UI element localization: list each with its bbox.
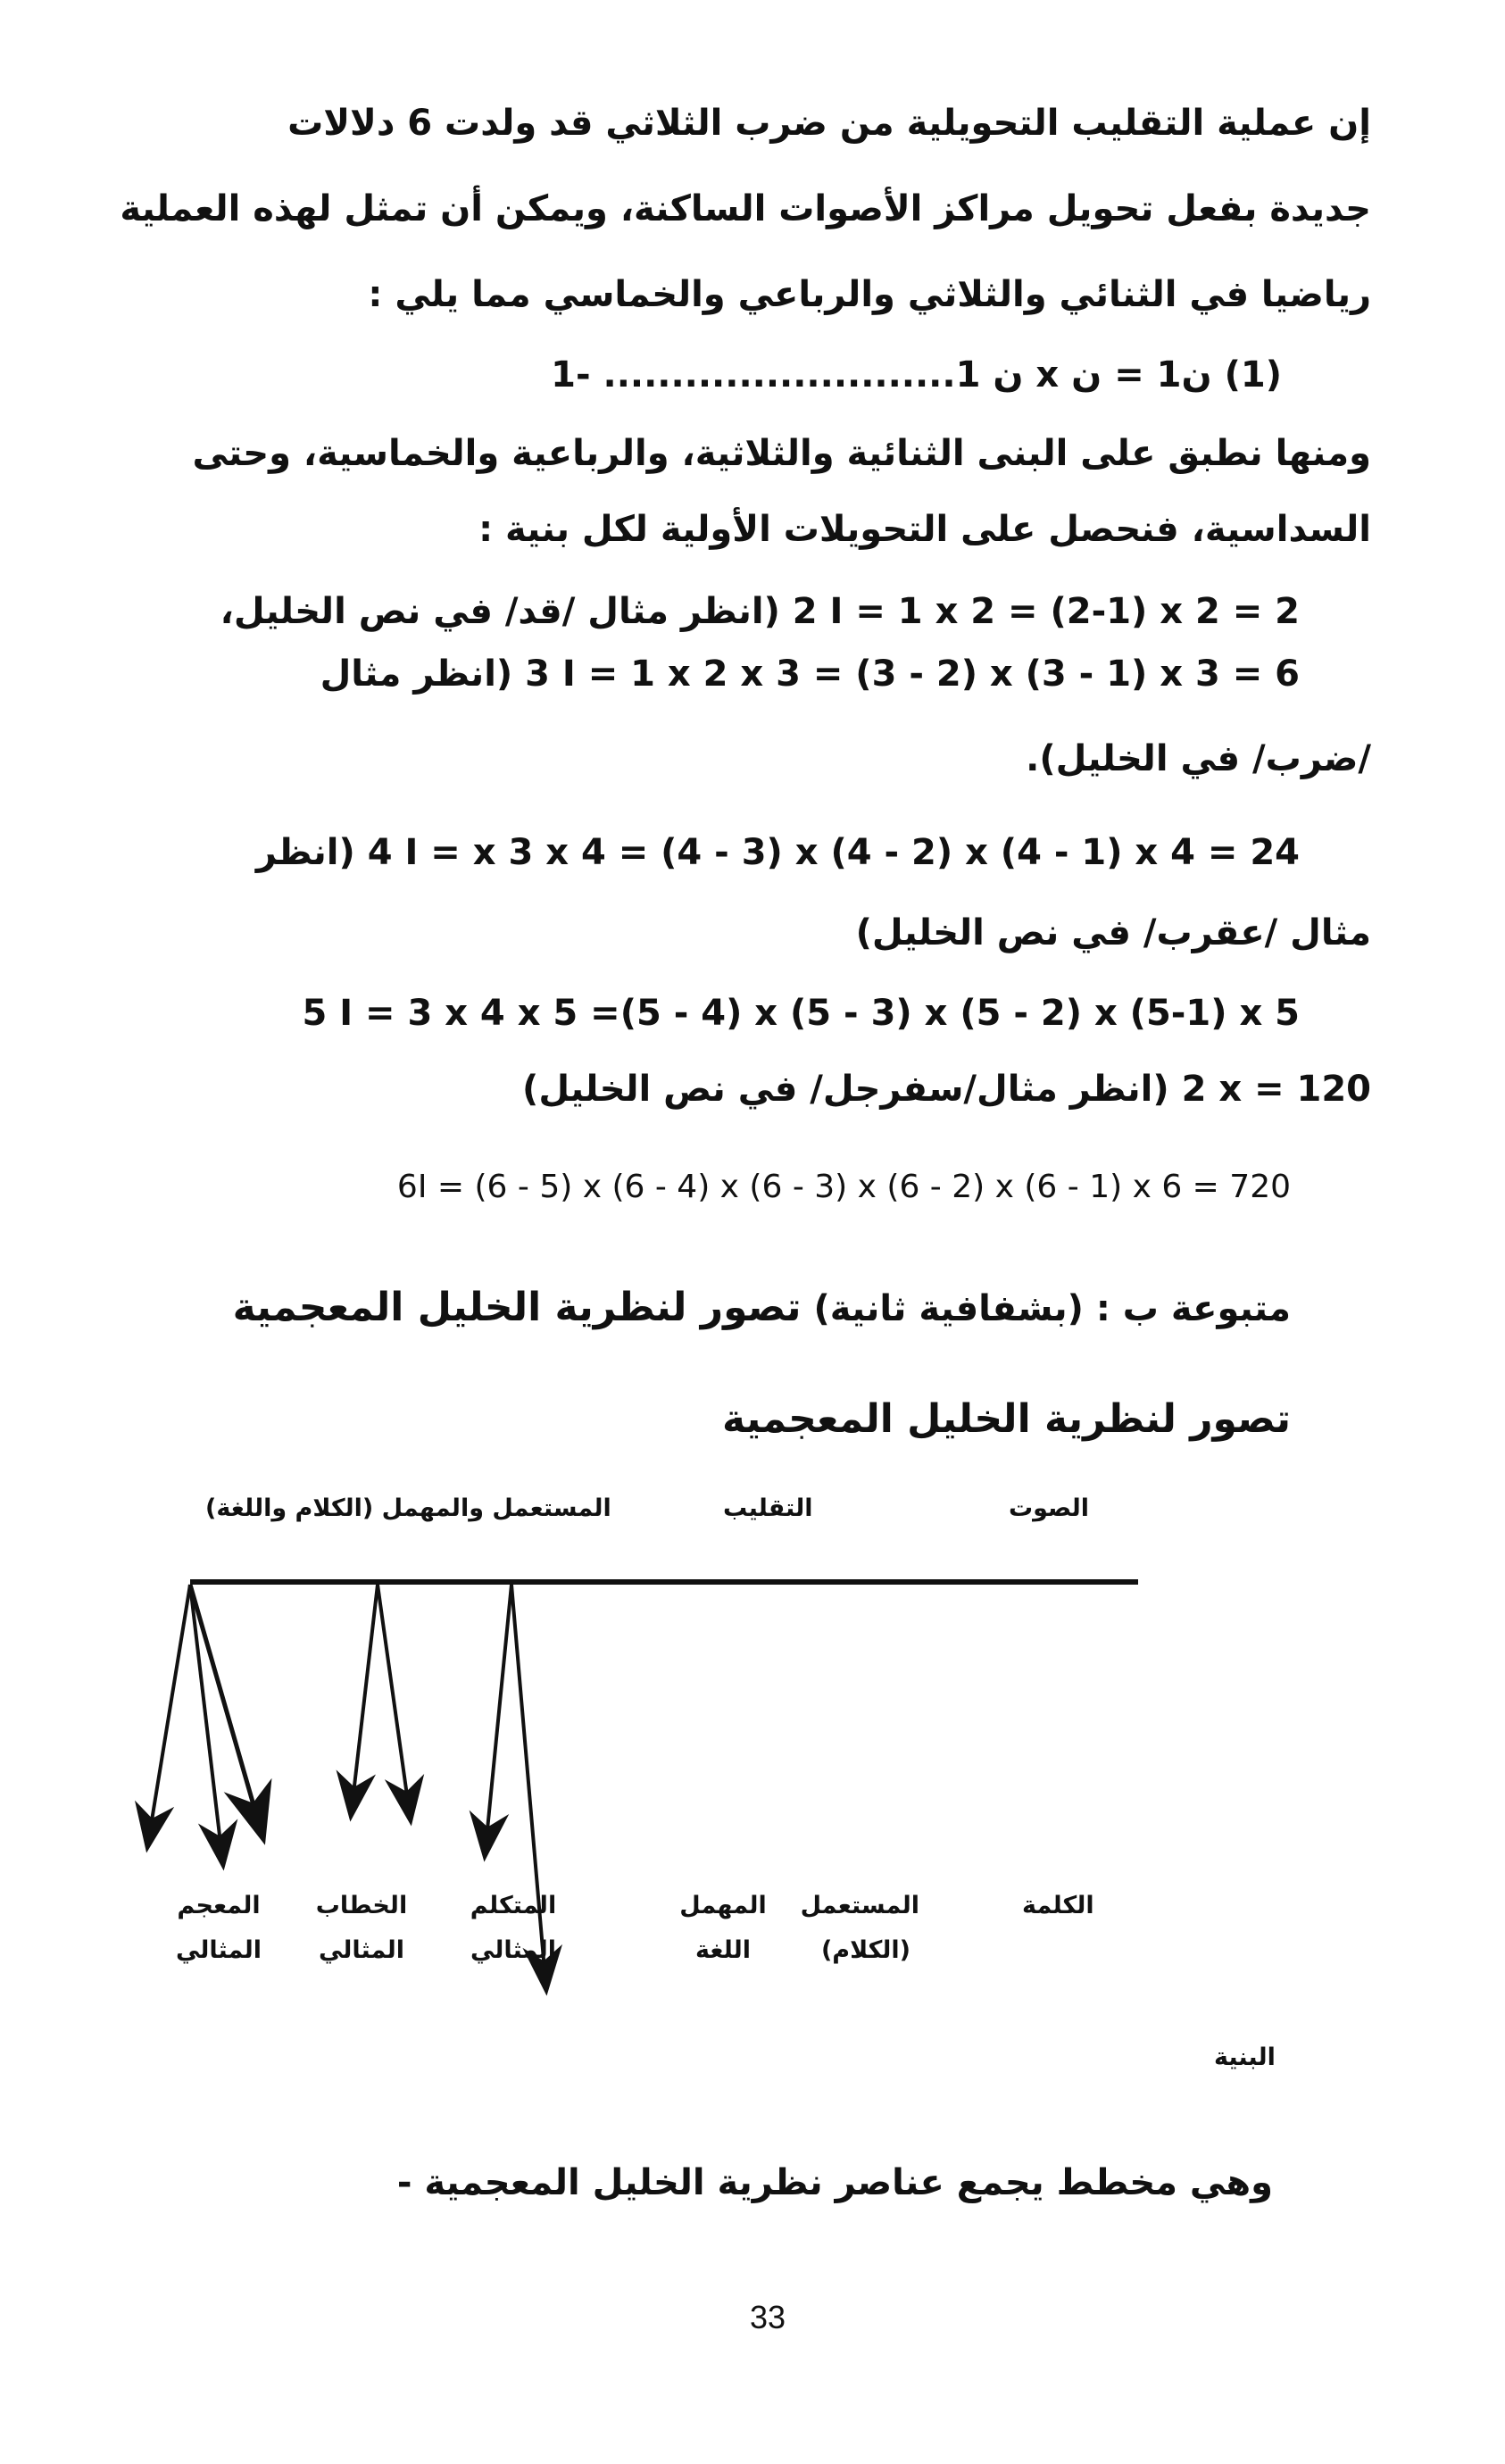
equation-5-note: (انظر مثال/سفرجل/ في نص الخليل) [522, 1069, 1169, 1110]
node-ideal-speaker [464, 1884, 562, 1973]
paragraph-1-line-1: إن عملية التقليب التحويلية من ضرب الثلاثي قد ولدت 6 دلالات [287, 103, 1371, 144]
equation-4-note: (انظر [255, 832, 355, 873]
node-used-line-1: المستعمل [800, 1892, 919, 1919]
equation-2-note: (انظر مثال /قد/ في نص الخليل، [220, 591, 780, 632]
page-number: 33 [750, 2299, 786, 2335]
node-ideal-speaker-line-2: المثالي [470, 1936, 557, 1964]
equation-3-math: 3 I = 1 x 2 x 3 = (3 - 2) x (3 - 1) x 3 = 6 [525, 653, 1300, 695]
node-ideal-lexicon-line-1: المعجم [177, 1892, 261, 1919]
node-ideal-lexicon-line-2: المثالي [175, 1936, 262, 1964]
node-used [800, 1884, 919, 1973]
equation-5-math: 5 I = 3 x 4 x 5 =(5 - 4) x (5 - 3) x (5 - 2) x (5-1) x 5 [302, 993, 1300, 1034]
paragraph-1-line-3: رياضيا في الثنائي والثلاثي والرباعي والخماسي مما يلي : [368, 274, 1371, 315]
equation-5-math-cont: 2 x = 120 [1181, 1069, 1371, 1110]
paragraph-1-line-2: جديدة بفعل تحويل مراكز الأصوات الساكنة، ويمكن أن تمثل لهذه العملية [120, 188, 1371, 229]
node-ideal-speaker-line-1: المتكلم [470, 1892, 557, 1919]
paragraph-2-line-2: السداسية، فنحصل على التحويلات الأولية لكل بنية : [478, 509, 1371, 550]
section-heading-title: تصور لنظرية الخليل المعجمية [232, 1285, 802, 1330]
formula-1-label: (1) [1224, 354, 1282, 395]
node-ideal-discourse [312, 1884, 411, 1973]
formula-1-expression: ن1 = ن x ن 1.......................... -1 [551, 354, 1212, 395]
node-ideal-discourse-line-2: المثالي [318, 1936, 405, 1964]
node-unused [678, 1884, 768, 1973]
node-permutation: التقليب [723, 1494, 813, 1522]
node-unused-line-1: المهمل [679, 1892, 767, 1919]
node-sound: الصوت [1009, 1494, 1090, 1522]
equation-3-note-cont: /ضرب/ في الخليل). [1026, 738, 1371, 779]
node-used-unused: المستعمل والمهمل (الكلام واللغة) [205, 1494, 611, 1522]
closing-sentence: وهي مخطط يجمع عناصر نظرية الخليل المعجمية - [396, 2162, 1273, 2203]
equation-4-math: 4 I = x 3 x 4 = (4 - 3) x (4 - 2) x (4 - 1) x 4 = 24 [367, 832, 1300, 873]
equation-6-math: 6I = (6 - 5) x (6 - 4) x (6 - 3) x (6 - 2) x (6 - 1) x 6 = 720 [396, 1169, 1291, 1205]
equation-3-note: (انظر مثال [320, 653, 513, 695]
equation-2-math: 2 I = 1 x 2 = (2-1) x 2 = 2 [792, 591, 1300, 632]
node-ideal-lexicon [170, 1884, 268, 1973]
node-unused-line-2: اللغة [694, 1936, 752, 1964]
node-ideal-discourse-line-1: الخطاب [315, 1892, 408, 1919]
paragraph-2-line-1: ومنها نطبق على البنى الثنائية والثلاثية، والرباعية والخماسية، وحتى [192, 433, 1371, 474]
section-heading-prefix: متبوعة ب : (بشفافية ثانية) [813, 1288, 1291, 1329]
node-used-line-2: (الكلام) [820, 1936, 911, 1964]
node-structure: البنية [1214, 2044, 1276, 2071]
node-word: الكلمة [1022, 1892, 1094, 1919]
equation-4-note-cont: مثال /عقرب/ في نص الخليل) [855, 912, 1371, 953]
diagram-title: تصور لنظرية الخليل المعجمية [722, 1396, 1291, 1442]
